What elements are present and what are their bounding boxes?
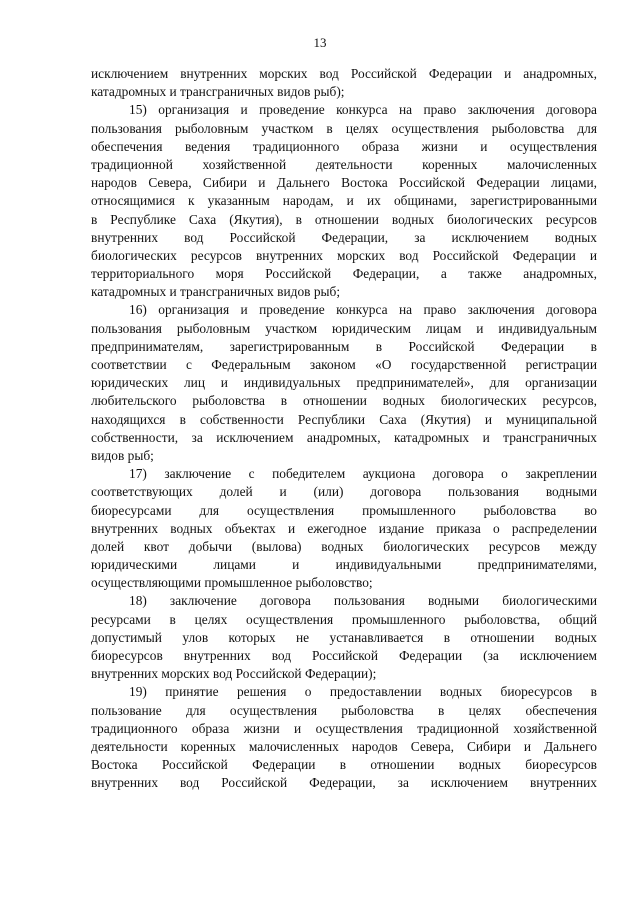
text-line: территориального моря Российской Федерации, а также анадромных, (91, 266, 597, 282)
text-line: пользования рыболовным участком в целях осуществления рыболовства для (91, 120, 597, 136)
text-line: народов Севера, Сибири и Дальнего Востока Российской Федерации лицами, (91, 175, 597, 191)
text-line: исключением внутренних морских вод Российской Федерации и анадромных, (91, 66, 597, 81)
paragraph-first-line: 17) заключение с победителем аукциона договора о закреплении (129, 466, 597, 482)
text-line: собственности, за исключением анадромных, катадромных и трансграничных (91, 429, 597, 445)
text-line: внутренних водных объектах и ежегодное издание приказа о распределении (91, 520, 597, 536)
text-line: осуществляющими промышленное рыболовство; (91, 575, 373, 591)
page-number: 13 (313, 35, 327, 50)
text-line: внутренних морских вод Российской Федерации); (91, 666, 377, 682)
text-line: деятельности коренных малочисленных народов Севера, Сибири и Дальнего (91, 738, 597, 754)
text-line: юридическими лицами и индивидуальными предпринимателями, (91, 557, 597, 573)
text-line: обеспечения ведения традиционного образа жизни и осуществления (91, 138, 597, 154)
text-line: Востока Российской Федерации в отношении водных биоресурсов (91, 757, 597, 773)
paragraph-first-line: 19) принятие решения о предоставлении водных биоресурсов в (129, 684, 597, 700)
paragraph-first-line: 15) организация и проведение конкурса на право заключения договора (129, 102, 597, 118)
text-line: предпринимателям, зарегистрированным в Российской Федерации в (91, 338, 597, 354)
text-line: катадромных и трансграничных видов рыб); (91, 84, 345, 100)
text-line: катадромных и трансграничных видов рыб; (91, 284, 341, 300)
text-line: биоресурсами для осуществления промышленного рыболовства во (91, 502, 597, 518)
text-line: юридических лиц и индивидуальных предпринимателей», для организации (91, 375, 597, 391)
text-line: допустимый улов которых не устанавливается в отношении водных (91, 629, 597, 645)
text-line: находящихся в собственности Республики Саха (Якутия) и муниципальной (91, 411, 597, 427)
text-line: видов рыб; (91, 447, 154, 463)
text-line: пользование для осуществления рыболовства в целях обеспечения (91, 702, 597, 718)
text-line: биоресурсов внутренних вод Российской Федерации (за исключением (91, 648, 597, 663)
text-line: внутренних вод Российской Федерации, за исключением внутренних (91, 775, 597, 791)
text-line: внутренних вод Российской Федерации, за исключением водных (91, 229, 597, 245)
text-line: долей квот добычи (вылова) водных биологических ресурсов между (91, 538, 597, 554)
text-line: в Республике Саха (Якутия), в отношении водных биологических ресурсов (91, 211, 597, 227)
paragraph-first-line: 18) заключение договора пользования водными биологическими (129, 593, 597, 609)
text-line: пользования рыболовным участком юридическим лицам и индивидуальным (91, 320, 597, 336)
text-line: соответствии с Федеральным законом «О государственной регистрации (91, 357, 597, 372)
paragraph-first-line: 16) организация и проведение конкурса на право заключения договора (129, 302, 597, 318)
text-line: биологических ресурсов внутренних морских вод Российской Федерации и (91, 247, 597, 263)
text-line: традиционной хозяйственной деятельности коренных малочисленных (91, 156, 597, 172)
text-line: относящимися к указанным народам, и их общинами, зарегистрированными (91, 193, 597, 209)
document-body (91, 65, 597, 793)
text-line: традиционного образа жизни и осуществления традиционной хозяйственной (91, 720, 597, 736)
text-line: любительского рыболовства в отношении водных биологических ресурсов, (91, 393, 597, 409)
text-line: ресурсами в целях осуществления промышленного рыболовства, общий (91, 611, 597, 627)
text-line: соответствующих долей и (или) договора пользования водными (91, 484, 597, 500)
